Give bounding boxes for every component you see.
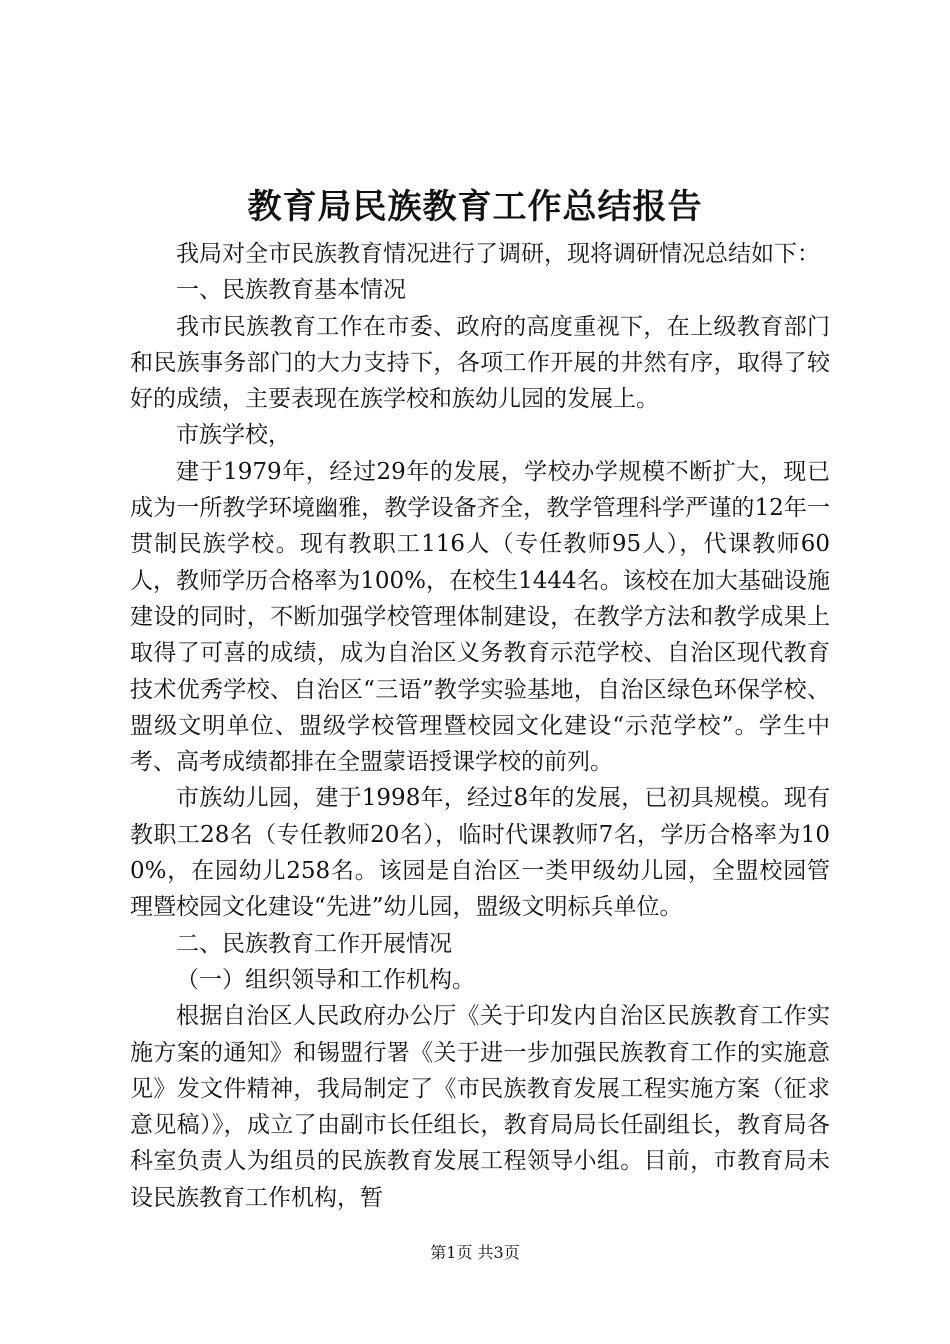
section-heading-work-progress: 二、民族教育工作开展情况 [176, 930, 452, 957]
body-paragraph: 根据自治区人民政府办公厅《关于印发内自治区民族教育工作实施方案的通知》和锡盟行署《关于进一步加强民族教育工作的实施意见》发文件精神，我局制定了《市民族教育发展工程实施方案（征求意见稿）》，成立了由副市长任组长，教育局局长任副组长，教育局各科室负责人为组员的民族教育发展工程领导小组。目前，市教育局未设民族教育工作机构，暂 [130, 1003, 830, 1211]
page-title: 教育局民族教育工作总结报告 [247, 187, 703, 227]
body-paragraph: 建于1979年，经过29年的发展，学校办学规模不断扩大，现已成为一所教学环境幽雅，教学设备齐全，教学管理科学严谨的12年一贯制民族学校。现有教职工116人（专任教师95人），代课教师60人，教师学历合格率为100%，在校生1444名。该校在加大基础设施建设的同时，不断加强学校管理体制建设，在教学方法和教学成果上取得了可喜的成绩，成为自治区义务教育示范学校、自治区现代教育技术优秀学校、自治区“三语”教学实验基地，自治区绿色环保学校、盟级文明单位、盟级学校管理暨校园文化建设“示范学校”。学生中考、高考成绩都排在全盟蒙语授课学校的前列。 [130, 458, 830, 776]
body-paragraph: 市族幼儿园，建于1998年，经过8年的发展，已初具规模。现有教职工28名（专任教师20名），临时代课教师7名，学历合格率为100%，在园幼儿258名。该园是自治区一类甲级幼儿园，全盟校园管理暨校园文化建设“先进”幼儿园，盟级文明标兵单位。 [130, 785, 830, 921]
document-body [130, 236, 830, 1216]
body-paragraph: 我市民族教育工作在市委、政府的高度重视下，在上级教育部门和民族事务部门的大力支持下，各项工作开展的井然有序，取得了较好的成绩，主要表现在族学校和族幼儿园的发展上。 [130, 313, 830, 413]
intro-paragraph: 我局对全市民族教育情况进行了调研，现将调研情况总结如下： [176, 241, 820, 267]
section-heading-basic-situation: 一、民族教育基本情况 [176, 277, 406, 304]
subsection-heading-organization: （一）组织领导和工作机构。 [176, 966, 475, 993]
page-number: 第1页 共3页 [430, 1243, 520, 1262]
subheading-city-school: 市族学校， [176, 422, 291, 449]
